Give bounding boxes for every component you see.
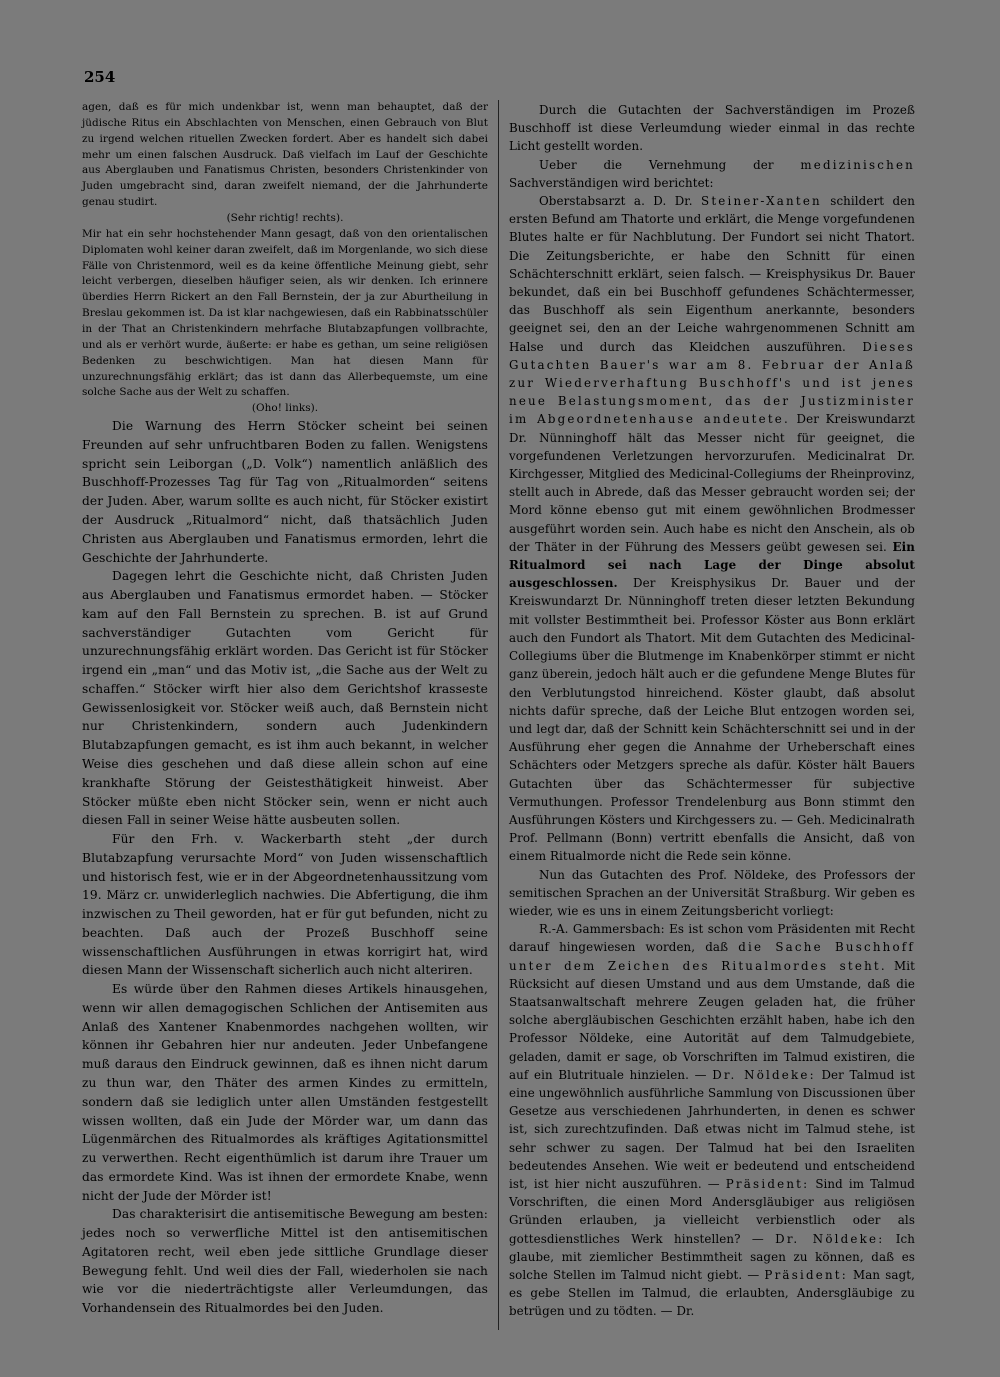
emphasis-text: Dieses Gutachten Bauer's war am 8. Februar der Anlaß zur Wiederverhaftung Buschhoff's und ist jenes neue Belastungsmoment, das der Justizminister im Abgeordnetenhause andeutete. bbox=[509, 339, 915, 427]
text-run: Für den Frh. v. Wackerbarth steht „der durch Blutabzapfung verursachte Mord“ von Juden wissenschaftlich und historisch fest, wie er in der Abgeordnetenhaussitzung vom 19. März cr. unwiderleglich nachwies. Die Abfertigung, die ihm inzwischen zu Theil geworden, hat er für gut befunden, nicht zu beachten. bbox=[82, 832, 488, 940]
text-run: Ich glaube, mit ziemlicher Bestimmtheit sagen zu können, daß es solche Stellen im Talmud nicht giebt. — bbox=[509, 1231, 915, 1282]
speaker-label: Dr. Nöldeke: bbox=[712, 1067, 816, 1082]
emphasis-text: die Sache Buschhoff unter dem Zeichen des Ritualmordes steht bbox=[509, 940, 915, 973]
paragraph: Die Warnung des Herrn Stöcker scheint bei seinen Freunden auf sehr unfruchtbaren Boden zu fallen. Wenigstens spricht sein Leiborgan („D. Volk“) namentlich anläßlich des Buschhoff-Prozesses Tag für Tag von „Ritualmorden“ seitens der Juden. Aber, warum sollte es auch nicht, für Stöcker existirt der Ausdruck „Ritualmord“ nicht, daß thatsächlich Juden Christen aus Aberglauben und Fanatismus ermorden, lehrt die Geschichte der Jahrhunderte. bbox=[82, 419, 488, 565]
paragraph: R.-A. Gammersbach: Es ist schon vom Präsidenten mit Recht darauf hingewiesen worden, daß die Sache Buschhoff unter dem Zeichen des Ritualmordes steht. Mit Rücksicht auf diesen Umstand und aus dem Umstande, daß die Staatsanwaltschaft mehrere Zeugen geladen hat, die früher solche abergläubischen Geschichten erzählt haben, habe ich den Professor Nöldeke, eine Autorität auf dem Talmudgebiete, geladen, damit er sage, ob Vorschriften im Talmud existiren, die auf ein Blutrituale hinzielen. — Dr. Nöldeke: Der Talmud ist eine ungewöhnlich ausführliche Sammlung von Discussionen über Gesetze aus verschiedenen Jahrhunderten, in denen es schwer ist, sich zurechtzufinden. Daß etwas nicht im Talmud stehe, ist sehr schwer zu sagen. Der Talmud hat bei den Israeliten bedeutendes Ansehen. Wie weit er bedeutend und entscheidend ist, ist hier nicht auszuführen. — Präsident: Sind im Talmud Vorschriften, die einen Mord Andersgläubiger aus religiösen Gründen erlauben, ja vielleicht verbienstlich oder als gottesdienstliches Werk hinstellen? — Dr. Nöldeke: Ich glaube, mit ziemlicher Bestimmtheit sagen zu können, daß es solche Stellen im Talmud nicht giebt. — Präsident: Man sagt, es gebe Stellen im Talmud, die erlaubten, Andersgläubige zu betrügen und zu tödten. — Dr. bbox=[509, 922, 916, 1319]
text-run: Der Talmud ist eine ungewöhnlich ausführliche Sammlung von Discussionen über Gesetze aus verschiedenen Jahrhunderten, in denen es schwer ist, sich zurechtzufinden. Daß etwas nicht im Talmud stehe, ist sehr schwer zu sagen. Der Talmud hat bei den Israeliten bedeutendes Ansehen. Wie weit er bedeutend und entscheidend ist, ist hier nicht auszuführen. — bbox=[509, 1067, 915, 1191]
text-run: R.-A. Gammersbach: Es ist schon vom Präsidenten mit Recht darauf hingewiesen worden, daß bbox=[509, 922, 915, 955]
paragraph bbox=[509, 156, 915, 192]
text-run: Daß auch der Prozeß Buschhoff seine wissenschaftlichen Ausführungen in etwas korrigirt hat, wird diesen Mann der Wissenschaft sicherlich auch nicht alteriren. bbox=[82, 925, 488, 978]
paragraph: Das charakterisirt die antisemitische Bewegung am besten: jedes noch so verwerfliche Mittel ist den antisemitischen Agitatoren recht, weil eben jede sittliche Grundlage dieser Bewegung fehlt. Und weil dies der Fall, wiederholen sie nach wie vor die niederträchtigste aller Verleumdungen, das Vorhandensein des Ritualmordes bei den Juden. bbox=[82, 1207, 488, 1316]
article-body-left bbox=[82, 417, 488, 1318]
speaker-label: Dr. Nöldeke: bbox=[775, 1231, 885, 1246]
quoted-speech bbox=[82, 100, 488, 417]
column-divider bbox=[498, 100, 499, 1330]
right-column bbox=[509, 101, 915, 1321]
paragraph bbox=[509, 192, 915, 866]
speaker-label: Präsident: bbox=[764, 1268, 848, 1282]
text-run: schildert den ersten Befund am Thatorte und erklärt, die Menge vorgefundenen Blutes halte er für Nachblutung. Der Fundort sei nicht Thatort. Die Zeitungsberichte, er habe den Schnitt für einen Schächterschnitt erklärt, seien falsch. — Kreisphysikus Dr. Bauer bekundet, daß ein bei Buschhoff gefundenes Schächtermesser, das Buschhoff als sein Eigenthum anerkannte, besonders geeignet sei, den an der Leiche wahrgenommenen Schnitt am Halse und durch das Kleidchen auszuführen. bbox=[509, 194, 915, 354]
text-run: Man sagt, es gebe Stellen im Talmud, die erlaubten, Andersgläubige zu betrügen und zu tödten. — Dr. bbox=[509, 1268, 916, 1319]
emphasis-text: medizinischen bbox=[800, 157, 915, 172]
emphasis-text: Steiner-Xanten bbox=[701, 194, 822, 209]
text-run: Ueber die Vernehmung der bbox=[539, 157, 774, 172]
paragraph bbox=[82, 830, 488, 980]
page-number: 254 bbox=[84, 68, 116, 86]
left-column bbox=[82, 100, 488, 1318]
paragraph: Durch die Gutachten der Sachverständigen im Prozeß Buschhoff ist diese Verleumdung wieder einmal in das rechte Licht gestellt worden. bbox=[509, 103, 915, 154]
text-run: Oberstabsarzt a. D. Dr. bbox=[539, 194, 693, 209]
paragraph: Dagegen lehrt die Geschichte nicht, daß Christen Juden aus Aberglauben und Fanatismus ermordet haben. — Stöcker kam auf den Fall Bernstein zu sprechen. B. ist auf Grund sachverständiger Gutachten vom Gericht für unzurechnungsfähig erklärt worden. Das Gericht ist für Stöcker irgend ein „man“ und das Motiv ist, „die Sache aus der Welt zu schaffen.“ Stöcker wirft hier also dem Gerichtshof krasseste Gewissenlosigkeit vor. Stöcker weiß auch, daß Bernstein nicht nur Christenkindern, sondern auch Judenkindern Blutabzapfungen gemacht, es ist ihm auch bekannt, in welcher Weise dies geschehen und daß diese allein schon auf eine krankhafte Störung der Geistesthätigkeit hinweist. Aber Stöcker müßte eben nicht Stöcker sein, wenn er nicht auch diesen Fall in seiner Weise hätte ausbeuten sollen. bbox=[82, 569, 488, 828]
text-run: Sind im Talmud Vorschriften, die einen Mord Andersgläubiger aus religiösen Gründen erlauben, ja vielleicht verbienstlich oder als gottesdienstliches Werk hinstellen? — bbox=[509, 1176, 915, 1246]
interjection: (Oho! links). bbox=[251, 402, 319, 415]
text-run: Mit Rücksicht auf diesen Umstand und aus dem Umstande, daß die Staatsanwaltschaft mehrere Zeugen geladen hat, die früher solche abergläubischen Geschichten erzählt haben, habe ich den Professor Nöldeke, eine Autorität auf dem Talmudgebiete, geladen, damit er sage, ob Vorschriften im Talmud existiren, die auf ein Blutrituale hinzielen. — bbox=[509, 958, 916, 1082]
bold-text: Ein Ritualmord sei nach Lage der Dinge absolut ausgeschlossen. bbox=[509, 539, 915, 591]
text-run: Der Kreisphysikus Dr. Bauer und der Kreiswundarzt Dr. Nünninghoff treten dieser letzten Bekundung mit vollster Bestimmtheit bei. Professor Köster aus Bonn erklärt auch den Fundort als Thatort. Mit dem Gutachten des Medicinal-Collegiums über die Blutmenge im Knabenkörper stimmt er nicht ganz überein, jedoch hält auch er die gefundene Menge Blutes für den Verblutungstod hinreichend. Köster glaubt, daß absolut nichts dafür spreche, daß der Leiche Blut entzogen worden sei, und legt dar, daß der Schnitt kein Schächterschnitt sei und in der Ausführung eher gegen die Annahme der Urheberschaft eines Schächters oder Metzgers spreche als dafür. Köster hält Bauers Gutachten über das Schächtermesser für subjective Vermuthungen. Professor Trendelenburg aus Bonn stimmt den Ausführungen Kösters und Kirchgessers zu. — Geh. Medicinalrath Prof. Pellmann (Bonn) vertritt ebenfalls die Ansicht, daß von einem Ritualmorde nicht die Rede sein könne. bbox=[509, 576, 915, 864]
speaker-label: Präsident: bbox=[725, 1176, 810, 1191]
paragraph: Es würde über den Rahmen dieses Artikels hinausgehen, wenn wir allen demagogischen Schlichen der Antisemiten aus Anlaß des Xantener Knabenmordes nachgehen wollten, wir können ihr Gebahren hier nur andeuten. Jeder Unbefangene muß daraus den Eindruck gewinnen, daß es ihnen nicht darum zu thun war, den Thäter des armen Kindes zu ermitteln, sondern daß sie lediglich unter allen Umständen festgestellt wissen wollten, daß ein Jude der Mörder war, um dann das Lügenmärchen des Ritualmordes als kräftiges Agitationsmittel zu verwerthen. Recht eigenthümlich ist darum ihre Trauer um das ermordete Kind. Was ist ihnen der ermordete Knabe, wenn nicht der Jude der Mörder ist! bbox=[82, 982, 488, 1203]
text-run: Der Kreiswundarzt Dr. Nünninghoff hält das Messer nicht für geeignet, die vorgefundenen Verletzungen hervorzurufen. Medicinalrat Dr. Kirchgesser, Mitglied des Medicinal-Collegiums der Rheinprovinz, stellt auch in Abrede, daß das Messer gebraucht worden sei; der Mord könne ebenso gut mit einem gewöhnlichen Brodmesser ausgeführt worden sein. Auch habe es nicht den Anschein, als ob der Thäter in der Führung des Messers geübt gewesen sei. bbox=[509, 412, 915, 554]
paragraph: Mir hat ein sehr hochstehender Mann gesagt, daß von den orientalischen Diplomaten wohl keiner daran zweifelt, daß im Morgenlande, wo sich diese Fälle von Christenmord, weil es da keine öffentliche Meinung giebt, sehr leicht verbergen, dieselben häufiger seien, als wir denken. Ich erinnere überdies Herrn Rickert an den Fall Bernstein, der ja zur Aburtheilung in Breslau gekommen ist. Da ist klar nachgewiesen, daß ein Rabbinatsschüler in der That an Christenkindern mehrfache Blutabzapfungen vollbrachte, und als er verhört wurde, äußerte: er habe es gethan, um seine religiösen Bedenken zu beschwichtigen. Man hat diesen Mann für unzurechnungsfähig erklärt; das ist dann das Allerbequemste, um eine solche Sache aus der Welt zu schaffen. bbox=[82, 227, 488, 399]
paragraph: Nun das Gutachten des Prof. Nöldeke, des Professors der semitischen Sprachen an der Universität Straßburg. Wir geben es wieder, wie es uns in einem Zeitungsbericht vorliegt: bbox=[509, 867, 915, 918]
interjection: (Sehr richtig! rechts). bbox=[226, 212, 344, 225]
paragraph: agen, daß es für mich undenkbar ist, wenn man behauptet, daß der jüdische Ritus ein Abschlachten von Menschen, einen Gebrauch von Blut zu irgend welchen rituellen Zwecken fordert. Aber es handelt sich dabei mehr um einen falschen Ausdruck. Daß vielfach im Lauf der Geschichte aus Aberglauben und Fanatismus Christen, besonders Christenkinder von Juden umgebracht sind, daran zweifelt niemand, der die Jahrhunderte genau studirt. bbox=[82, 101, 488, 209]
text-run: Sachverständigen wird berichtet: bbox=[509, 175, 714, 190]
